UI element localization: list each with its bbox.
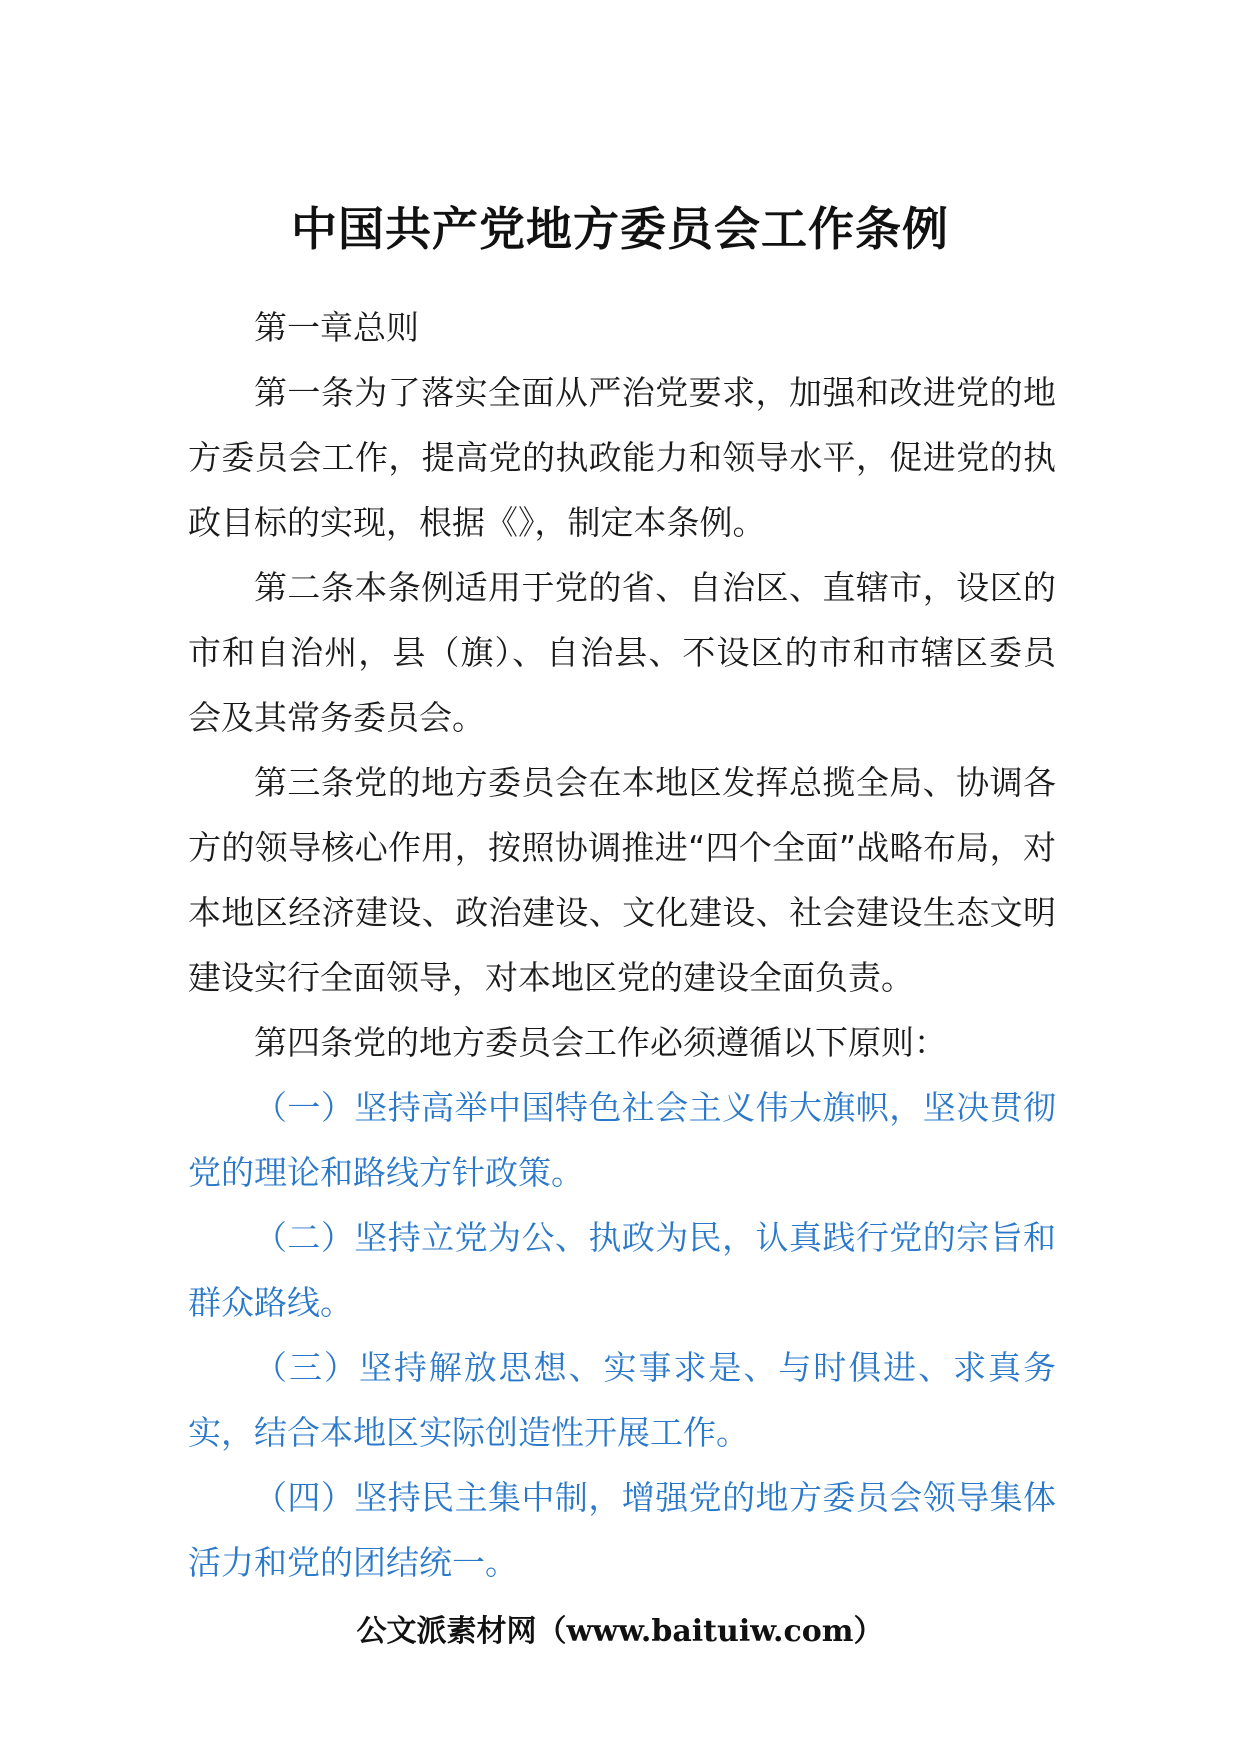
- article-2: 第二条本条例适用于党的省、自治区、直辖市，设区的市和自治州，县（旗）、自治县、不设区的市和市辖区委员会及其常务委员会。: [188, 568, 1056, 737]
- principle-item-3: （三）坚持解放思想、实事求是、与时俱进、求真务实，结合本地区实际创造性开展工作。: [188, 1348, 1056, 1452]
- chapter-heading: 第一章总则: [254, 308, 419, 347]
- footer-source: 公文派素材网（www.baituiw.com）: [356, 1614, 884, 1649]
- document-body: [188, 295, 1056, 1595]
- document-title: 中国共产党地方委员会工作条例: [291, 202, 949, 256]
- article-1: 第一条为了落实全面从严治党要求，加强和改进党的地方委员会工作，提高党的执政能力和领导水平，促进党的执政目标的实现，根据《》，制定本条例。: [188, 373, 1056, 542]
- article-3: 第三条党的地方委员会在本地区发挥总揽全局、协调各方的领导核心作用，按照协调推进“四个全面”战略布局，对本地区经济建设、政治建设、文化建设、社会建设生态文明建设实行全面领导，对本地区党的建设全面负责。: [188, 763, 1056, 997]
- principle-item-1: （一）坚持高举中国特色社会主义伟大旗帜，坚决贯彻党的理论和路线方针政策。: [188, 1088, 1056, 1192]
- principle-item-2: （二）坚持立党为公、执政为民，认真践行党的宗旨和群众路线。: [188, 1218, 1056, 1322]
- article-4: 第四条党的地方委员会工作必须遵循以下原则：: [254, 1023, 947, 1062]
- principle-item-4: （四）坚持民主集中制，增强党的地方委员会领导集体活力和党的团结统一。: [188, 1478, 1056, 1582]
